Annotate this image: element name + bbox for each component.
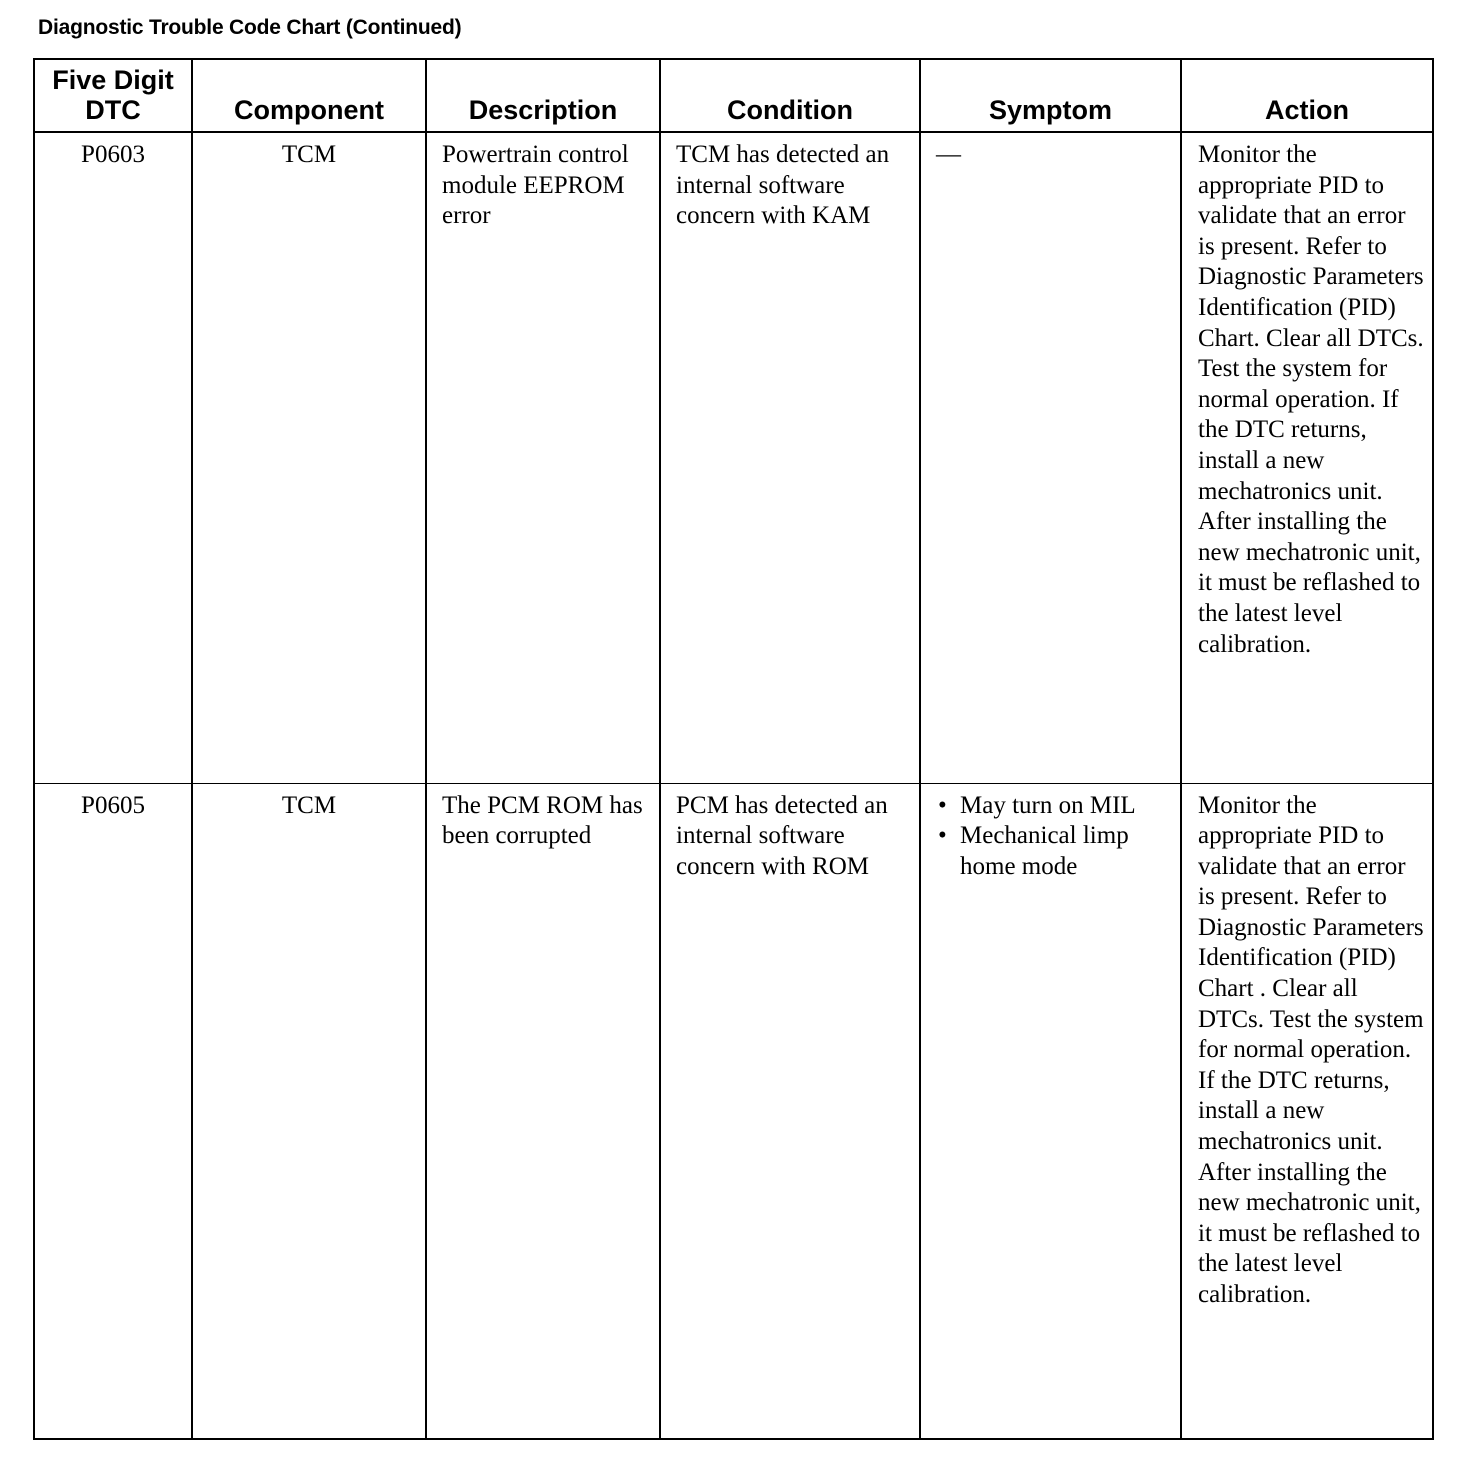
symptom-cell xyxy=(920,783,1181,1439)
dtc-cell: P0603 xyxy=(34,132,192,783)
dtc-cell: P0605 xyxy=(34,783,192,1439)
page-title: Diagnostic Trouble Code Chart (Continued) xyxy=(38,16,462,39)
header-description: Description xyxy=(426,59,660,132)
condition-cell: PCM has detected an internal software concern with ROM xyxy=(660,783,920,1439)
header-row xyxy=(34,59,1433,132)
dtc-table xyxy=(33,58,1434,1440)
condition-cell: TCM has detected an internal software concern with KAM xyxy=(660,132,920,783)
action-cell: Monitor the appropriate PID to validate that an error is present. Refer to Diagnostic Parameters Identification (PID) Chart. Clear all DTCs. Test the system for normal operation. If the DTC returns, install a new mechatronics unit. After installing the new mechatronic unit, it must be reflashed to the latest level calibration. xyxy=(1181,132,1433,783)
header-dtc xyxy=(34,59,192,132)
symptom-list xyxy=(936,791,1174,883)
header-dtc-line2: DTC xyxy=(85,95,141,125)
component-cell: TCM xyxy=(192,132,426,783)
header-condition: Condition xyxy=(660,59,920,132)
header-component: Component xyxy=(192,59,426,132)
description-cell: Powertrain control module EEPROM error xyxy=(426,132,660,783)
symptom-item: • May turn on MIL xyxy=(936,791,1174,822)
action-cell: Monitor the appropriate PID to validate that an error is present. Refer to Diagnostic Parameters Identification (PID) Chart . Clear all DTCs. Test the system for normal operation. If the DTC returns, install a new mechatronics unit. After installing the new mechatronic unit, it must be reflashed to the latest level calibration. xyxy=(1181,783,1433,1439)
header-dtc-line1: Five Digit xyxy=(52,65,174,95)
header-action: Action xyxy=(1181,59,1433,132)
component-cell: TCM xyxy=(192,783,426,1439)
table-row xyxy=(34,132,1433,783)
header-symptom: Symptom xyxy=(920,59,1181,132)
description-cell: The PCM ROM has been corrupted xyxy=(426,783,660,1439)
table-row xyxy=(34,783,1433,1439)
symptom-item: • Mechanical limp home mode xyxy=(936,821,1174,882)
symptom-cell: — xyxy=(920,132,1181,783)
